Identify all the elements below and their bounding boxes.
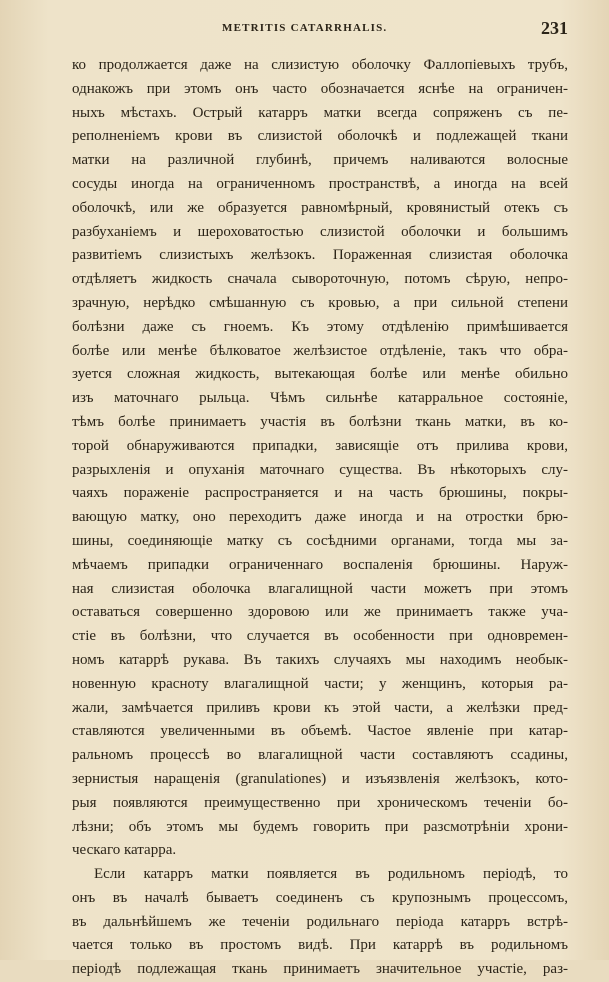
text-line: вающую матку, оно переходитъ даже иногда и на отростки брю-: [72, 509, 568, 526]
text-line: чаяхъ пораженіе распространяется и на часть брюшины, покры-: [72, 485, 568, 502]
text-line: отдѣляетъ жидкость сначала сывороточную, потомъ сѣрую, непро-: [72, 271, 568, 288]
text-line: разрыхленія и опуханія маточнаго существа. Въ нѣкоторыхъ слу-: [72, 461, 568, 478]
text-line: номъ катаррѣ рукава. Въ такихъ случаяхъ мы находимъ необык-: [72, 651, 568, 668]
text-line: ставляются увеличенными въ объемѣ. Частое явленіе при катар-: [72, 723, 568, 740]
text-line: матки на различной глубинѣ, причемъ наливаются волосные: [72, 152, 568, 169]
text-line: сосуды иногда на ограниченномъ пространствѣ, а иногда на всей: [72, 175, 568, 192]
text-line: торой обнаруживаются припадки, зависящіе отъ прилива крови,: [72, 437, 568, 454]
text-line: чается только въ простомъ видѣ. При катаррѣ въ родильномъ: [72, 937, 568, 954]
text-line: періодѣ подлежащая ткань принимаетъ значительное участіе, раз-: [72, 961, 568, 978]
running-head-title: METRITIS CATARRHALIS.: [222, 22, 388, 34]
text-line: оставаться совершенно здоровою или же принимаетъ также уча-: [72, 604, 568, 621]
text-line: новенную красноту влагалищной части; у женщинъ, которыя ра-: [72, 675, 568, 692]
paragraph-last-line: ческаго катарра.: [72, 842, 177, 859]
text-line: изъ маточнаго рыльца. Чѣмъ сильнѣе катарральное состояніе,: [72, 390, 568, 407]
text-line: оболочкѣ, или же образуется равномѣрный, кровянистый отекъ съ: [72, 199, 568, 216]
text-line: болѣзни даже съ гноемъ. Къ этому отдѣленію примѣшивается: [72, 318, 568, 335]
text-line: ная слизистая оболочка влагалищной части можетъ при этомъ: [72, 580, 568, 597]
text-line: зернистыя наращенія (granulationes) и изъязвленія желѣзокъ, кото-: [72, 770, 568, 787]
paragraph-first-line: Если катарръ матки появляется въ родильномъ періодѣ, то: [94, 866, 568, 883]
text-line: въ дальнѣйшемъ же теченіи родильнаго періода катарръ встрѣ-: [72, 913, 568, 930]
text-line: зуется сложная жидкость, вытекающая болѣе или менѣе обильно: [72, 366, 568, 383]
text-line: развитіемъ слизистыхъ желѣзокъ. Пораженная слизистая оболочка: [72, 247, 568, 264]
text-line: шины, соединяющіе матку съ сосѣдними органами, тогда мы за-: [72, 532, 568, 549]
text-line: болѣе или менѣе бѣлковатое желѣзистое отдѣленіе, такъ что обра-: [72, 342, 568, 359]
text-line: стіе въ болѣзни, что случается въ особенности при одновремен-: [72, 628, 568, 645]
page-number: 231: [541, 18, 568, 38]
text-line: ныхъ мѣстахъ. Острый катарръ матки всегда сопряженъ съ пе-: [72, 104, 568, 121]
text-line: разбуханіемъ и шероховатостью слизистой оболочки и большимъ: [72, 223, 568, 240]
text-line: тѣмъ болѣе принимаетъ участія въ болѣзни ткань матки, въ ко-: [72, 413, 568, 430]
text-line: реполненіемъ крови въ слизистой оболочкѣ и подлежащей ткани: [72, 128, 568, 145]
text-line: ральномъ процессѣ во влагалищной части составляютъ ссадины,: [72, 747, 568, 764]
text-line: онъ въ началѣ бываетъ соединенъ съ крупознымъ процессомъ,: [72, 889, 568, 906]
text-line: жали, замѣчается приливъ крови къ этой части, а желѣзки пред-: [72, 699, 568, 716]
text-line: однакожъ при этомъ онъ часто обозначается яснѣе на ограничен-: [72, 80, 568, 97]
text-line: мѣчаемъ припадки ограниченнаго воспаленія брюшины. Наруж-: [72, 556, 568, 573]
text-line: ко продолжается даже на слизистую оболочку Фаллопіевыхъ трубъ,: [72, 57, 568, 73]
text-line: лѣзни; объ этомъ мы будемъ говорить при разсмотрѣніи хрони-: [72, 818, 568, 835]
text-line: рыя появляются преимущественно при хроническомъ теченіи бо-: [72, 794, 568, 811]
running-head: [0, 18, 609, 42]
text-line: зрачную, нерѣдко смѣшанную съ кровью, а при сильной степени: [72, 294, 568, 311]
body-text: [72, 54, 568, 982]
